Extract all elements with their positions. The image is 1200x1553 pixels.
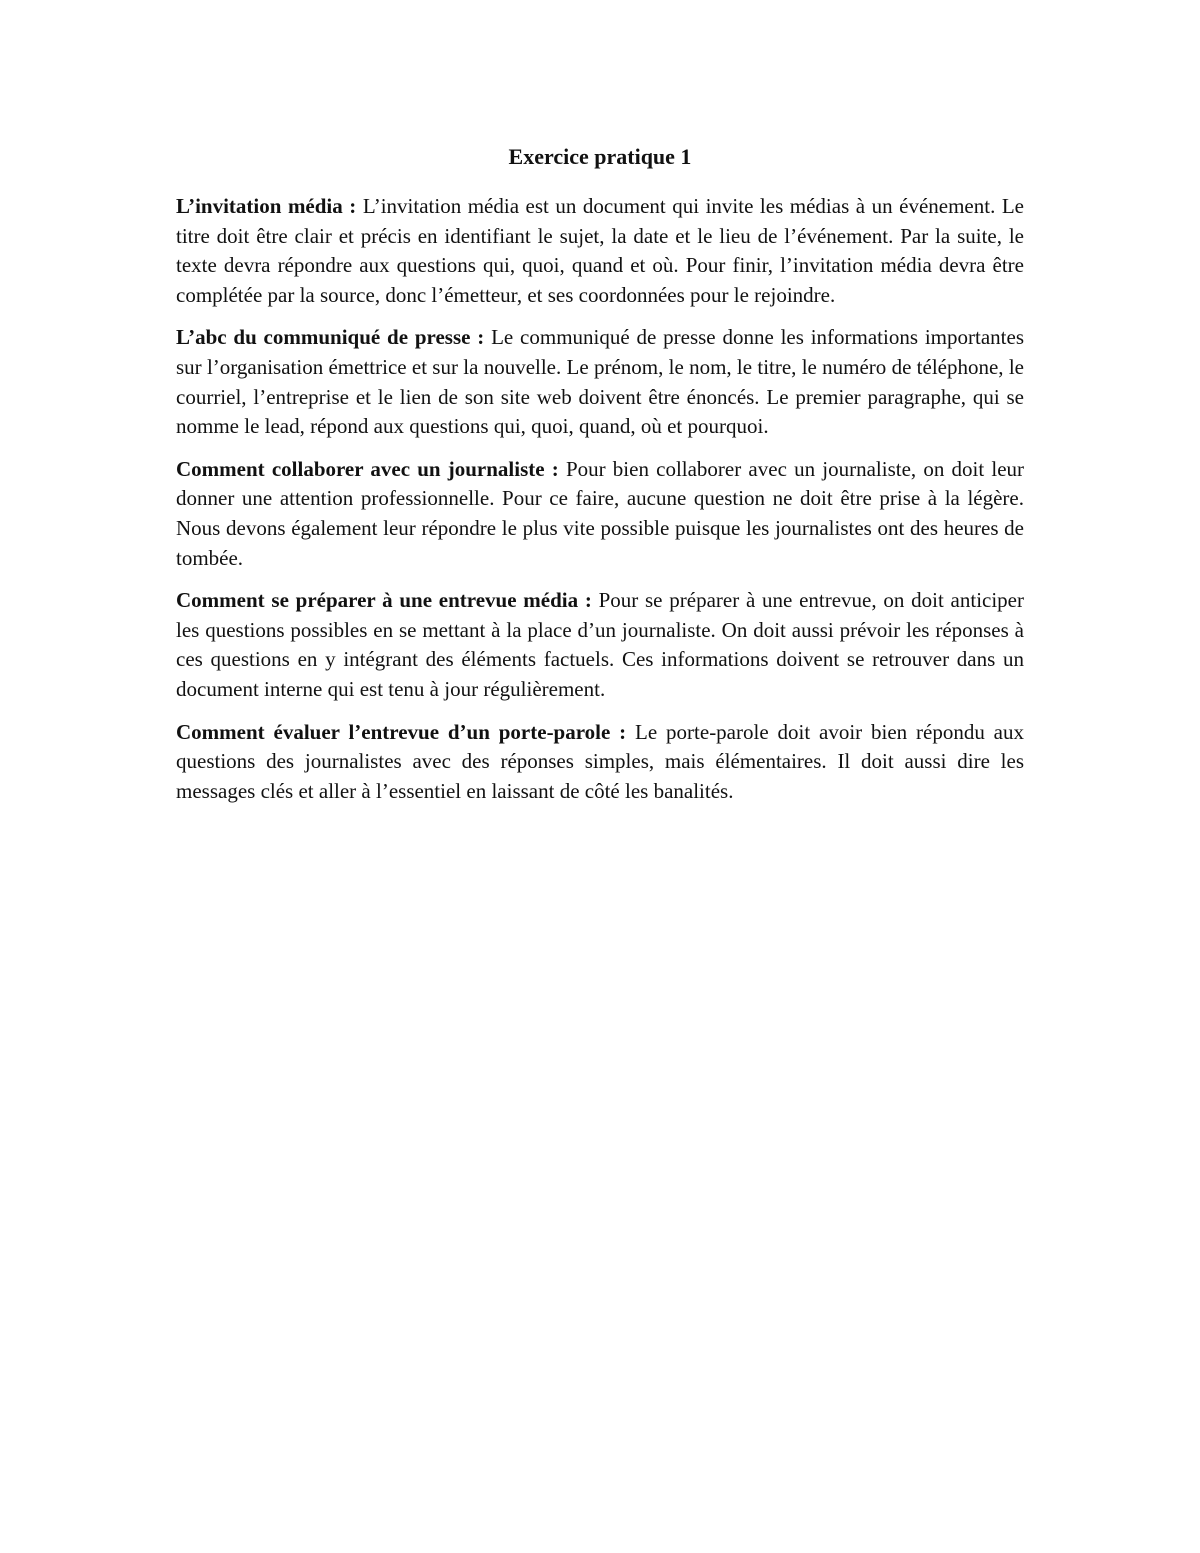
section-body: L’invitation média est un document qui invite les médias à un événement. Le titre doit être clair et précis en identifiant le sujet, la date et le lieu de l’événement. Par la suite, le texte devra répondre aux questions qui, quoi, quand et où. Pour finir, l’invitation média devra être complétée par la source, donc l’émetteur, et ses coordonnées pour le rejoindre. <box>176 194 1025 307</box>
section-heading: L’invitation média : <box>176 194 357 218</box>
section-body: Pour se préparer à une entrevue, on doit anticiper les questions possibles en se mettant à la place d’un journaliste. On doit aussi prévoir les réponses à ces questions en y intégrant des éléments factuels. Ces informations doivent se retrouver dans un document interne qui est tenu à jour régulièrement. <box>176 588 1024 701</box>
section-body: Le porte-parole doit avoir bien répondu aux questions des journalistes avec des réponses simples, mais élémentaires. Il doit aussi dire les messages clés et aller à l’essentiel en laissant de côté les banalités. <box>176 719 1025 803</box>
section-body: Le communiqué de presse donne les informations importantes sur l’organisation émettrice et sur la nouvelle. Le prénom, le nom, le titre, le numéro de téléphone, le courriel, l’entreprise et le lien de son site web doivent être énoncés. Le premier paragraphe, qui se nomme le lead, répond aux questions qui, quoi, quand, où et pourquoi. <box>176 325 1024 439</box>
page-title: Exercice pratique 1 <box>508 144 692 169</box>
section-invitation-media <box>176 192 1024 310</box>
section-heading: L’abc du communiqué de presse : <box>176 325 485 350</box>
section-heading: Comment évaluer l’entrevue d’un porte-parole : <box>176 719 627 744</box>
section-communique-presse <box>176 323 1024 441</box>
section-body: Pour bien collaborer avec un journaliste, on doit leur donner une attention professionnelle. Pour ce faire, aucune question ne doit être prise à la légère. Nous devons également leur répondre le plus vite possible puisque les journalistes ont des heures de tombée. <box>176 456 1025 570</box>
section-evaluer-entrevue <box>176 718 1024 807</box>
document-body <box>176 142 1024 819</box>
section-preparer-entrevue <box>176 586 1024 704</box>
section-heading: Comment collaborer avec un journaliste : <box>176 456 559 481</box>
section-heading: Comment se préparer à une entrevue média : <box>176 588 592 613</box>
section-collaborer-journaliste <box>176 455 1024 573</box>
